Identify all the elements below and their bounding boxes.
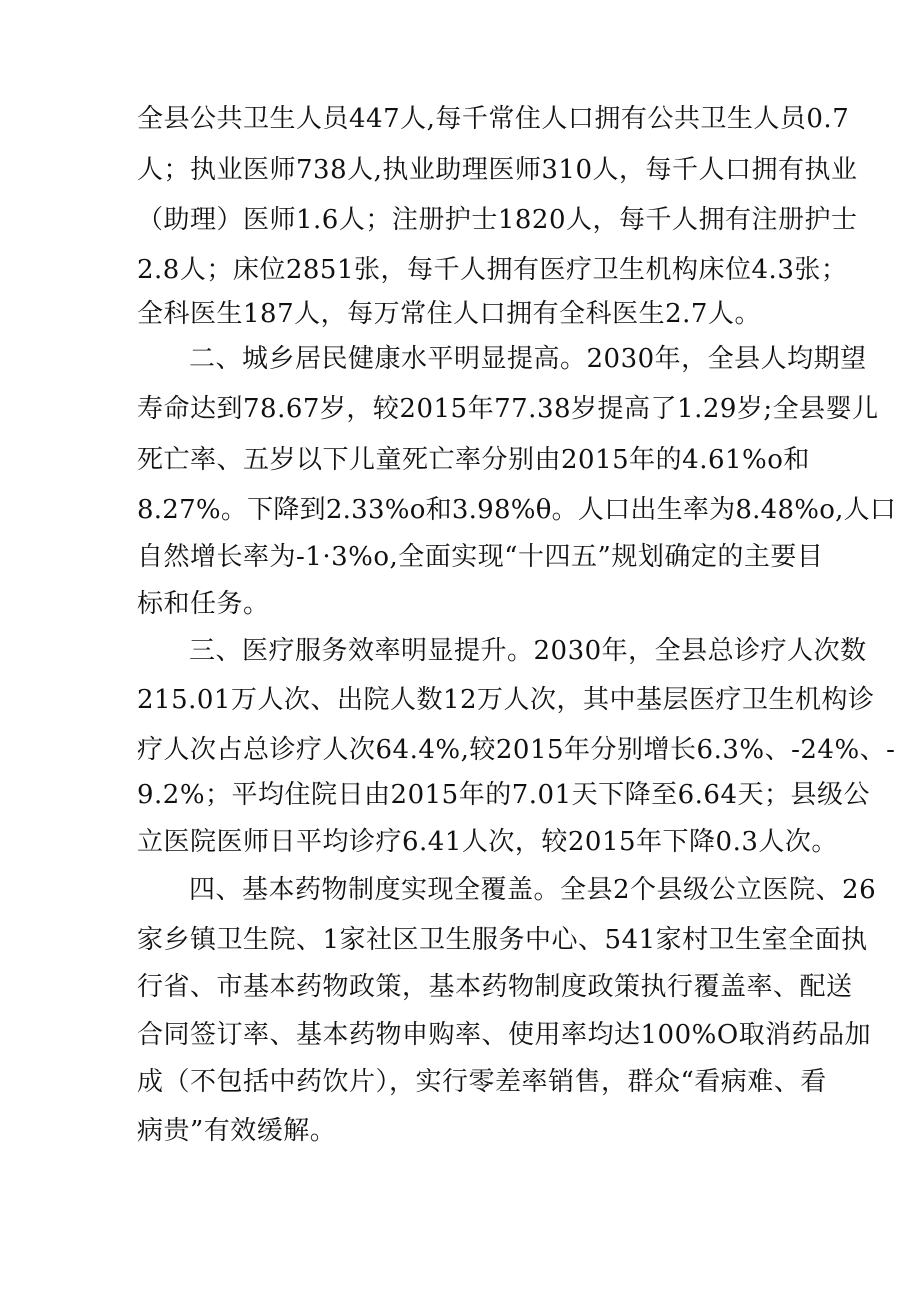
- text-line: 疗人次占总诊疗人次64.4%,较2015年分别增长6.3%、-24%、-: [137, 735, 896, 765]
- text-line: 9.2%；平均住院日由2015年的7.01天下降至6.64天；县级公: [137, 780, 871, 810]
- text-line: 215.01万人次、出院人数12万人次，其中基层医疗卫生机构诊: [137, 685, 875, 715]
- text-line: （助理）医师1.6人；注册护士1820人，每千人拥有注册护士: [137, 205, 858, 235]
- text-line: 家乡镇卫生院、1家社区卫生服务中心、541家村卫生室全面执: [137, 925, 868, 955]
- paragraph-first-line: 四、基本药物制度实现全覆盖。全县2个县级公立医院、26: [189, 875, 877, 905]
- text-line: 标和任务。: [137, 589, 270, 619]
- text-line: 立医院医师日平均诊疗6.41人次，较2015年下降0.3人次。: [137, 827, 838, 857]
- text-line: 寿命达到78.67岁，较2015年77.38岁提高了1.29岁;全县婴儿: [137, 394, 879, 424]
- paragraph-first-line: 三、医疗服务效率明显提升。2030年，全县总诊疗人次数: [189, 636, 867, 666]
- text-line: 2.8人；床位2851张，每千人拥有医疗卫生机构床位4.3张；: [137, 255, 848, 285]
- text-line: 病贵”有效缓解。: [137, 1116, 337, 1146]
- text-line: 全科医生187人，每万常住人口拥有全科医生2.7人。: [137, 299, 761, 329]
- text-line: 死亡率、五岁以下儿童死亡率分别由2015年的4.61%o和: [137, 445, 810, 475]
- paragraph-first-line: 二、城乡居民健康水平明显提高。2030年，全县人均期望: [189, 344, 867, 374]
- text-line: 8.27%。下降到2.33%o和3.98%θ。人口出生率为8.48%o,人口: [137, 495, 897, 525]
- text-line: 行省、市基本药物政策，基本药物制度政策执行覆盖率、配送: [137, 972, 853, 1002]
- text-line: 全县公共卫生人员447人,每千常住人口拥有公共卫生人员0.7: [137, 104, 850, 134]
- text-line: 合同签订率、基本药物申购率、使用率均达100%O取消药品加: [137, 1020, 872, 1050]
- text-line: 人；执业医师738人,执业助理医师310人，每千人口拥有执业: [137, 155, 858, 185]
- text-line: 自然增长率为-1·3%o,全面实现“十四五”规划确定的主要目: [137, 542, 824, 572]
- text-line: 成（不包括中药饮片），实行零差率销售，群众“看病难、看: [137, 1067, 827, 1097]
